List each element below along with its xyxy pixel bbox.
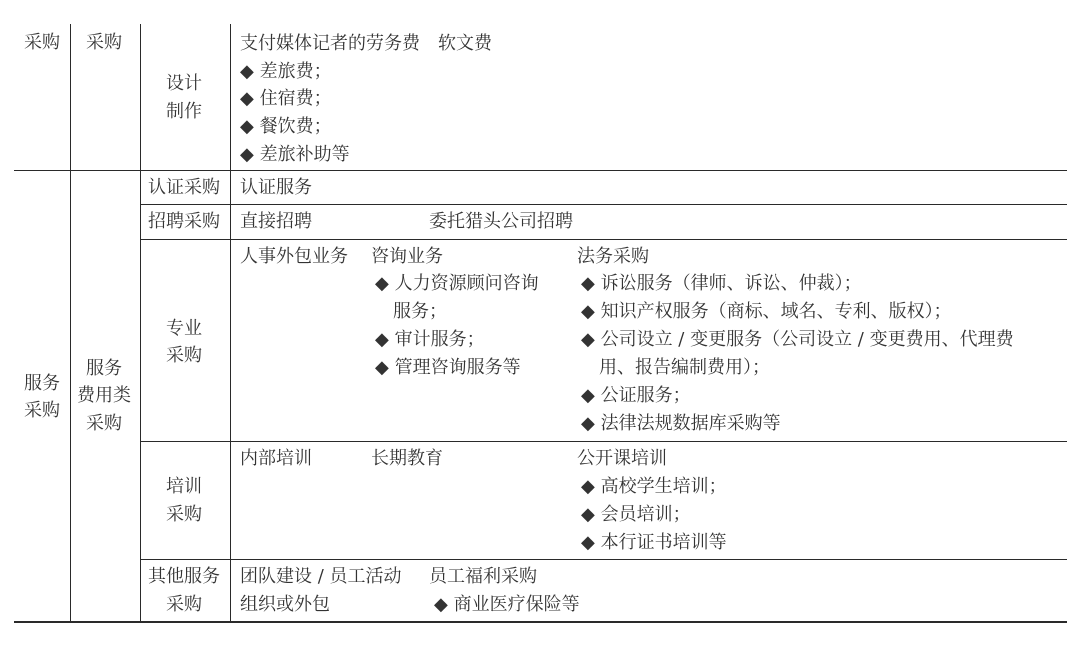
design-item-3: ◆ 餐饮费； [240, 116, 332, 137]
public-course-title: 公开课培训 [577, 448, 667, 469]
other-welfare: 员工福利采购 [429, 566, 537, 587]
design-item-1: ◆ 差旅费； [240, 61, 332, 82]
row-divider-2 [140, 204, 1067, 205]
col-divider-2 [140, 24, 141, 622]
consulting-item-1: ◆ 人力资源顾问咨询 [375, 273, 539, 294]
col2-top-label: 采购 [86, 32, 122, 53]
professional-outsourcing: 人事外包业务 [240, 246, 348, 267]
recruit-headhunter: 委托猎头公司招聘 [429, 211, 573, 232]
table-bottom-rule [14, 621, 1067, 623]
col-divider-1 [70, 24, 71, 622]
other-label-line2: 采购 [166, 594, 202, 615]
legal-item-3-cont: 用、报告编制费用）； [599, 357, 770, 378]
training-longterm: 长期教育 [371, 448, 443, 469]
recruit-label: 招聘采购 [148, 211, 220, 232]
col2-fee-label-line3: 采购 [86, 413, 122, 434]
design-label-line1: 设计 [166, 73, 202, 94]
professional-label-line2: 采购 [166, 345, 202, 366]
legal-item-1: ◆ 诉讼服务（律师、诉讼、仲裁）； [581, 273, 862, 294]
row-divider-5 [140, 559, 1067, 560]
legal-item-5: ◆ 法律法规数据库采购等 [581, 413, 781, 434]
consulting-item-1-cont: 服务； [393, 301, 447, 322]
other-insurance: ◆ 商业医疗保险等 [434, 594, 580, 615]
col2-fee-label-line2: 费用类 [77, 385, 131, 406]
col1-top-label: 采购 [24, 32, 60, 53]
consulting-item-2: ◆ 审计服务； [375, 329, 485, 350]
cert-label: 认证采购 [148, 177, 220, 198]
other-label-line1: 其他服务 [148, 566, 220, 587]
row-divider-4 [140, 441, 1067, 442]
recruit-direct: 直接招聘 [240, 211, 312, 232]
consulting-item-3: ◆ 管理咨询服务等 [375, 357, 521, 378]
col2-fee-label-line1: 服务 [86, 358, 122, 379]
col1-service-label-line1: 服务 [24, 373, 60, 394]
legal-item-4: ◆ 公证服务； [581, 385, 691, 406]
public-course-item-2: ◆ 会员培训； [581, 504, 691, 525]
training-internal: 内部培训 [240, 448, 312, 469]
design-label-line2: 制作 [166, 101, 202, 122]
cert-content: 认证服务 [240, 177, 312, 198]
design-header: 支付媒体记者的劳务费 软文费 [240, 33, 492, 54]
other-org-outsource: 组织或外包 [240, 594, 330, 615]
public-course-item-3: ◆ 本行证书培训等 [581, 532, 727, 553]
other-team-building: 团队建设 / 员工活动 [240, 566, 402, 587]
training-label-line2: 采购 [166, 504, 202, 525]
legal-title: 法务采购 [577, 246, 649, 267]
training-label-line1: 培训 [166, 476, 202, 497]
professional-label-line1: 专业 [166, 318, 202, 339]
col1-service-label-line2: 采购 [24, 400, 60, 421]
legal-item-3: ◆ 公司设立 / 变更服务（公司设立 / 变更费用、代理费 [581, 329, 1014, 350]
row-divider-3 [140, 239, 1067, 240]
row-divider-1 [14, 170, 1067, 171]
design-item-2: ◆ 住宿费； [240, 88, 332, 109]
consulting-title: 咨询业务 [371, 246, 443, 267]
design-item-4: ◆ 差旅补助等 [240, 144, 350, 165]
public-course-item-1: ◆ 高校学生培训； [581, 476, 727, 497]
col-divider-3 [230, 24, 231, 622]
legal-item-2: ◆ 知识产权服务（商标、域名、专利、版权）； [581, 301, 952, 322]
